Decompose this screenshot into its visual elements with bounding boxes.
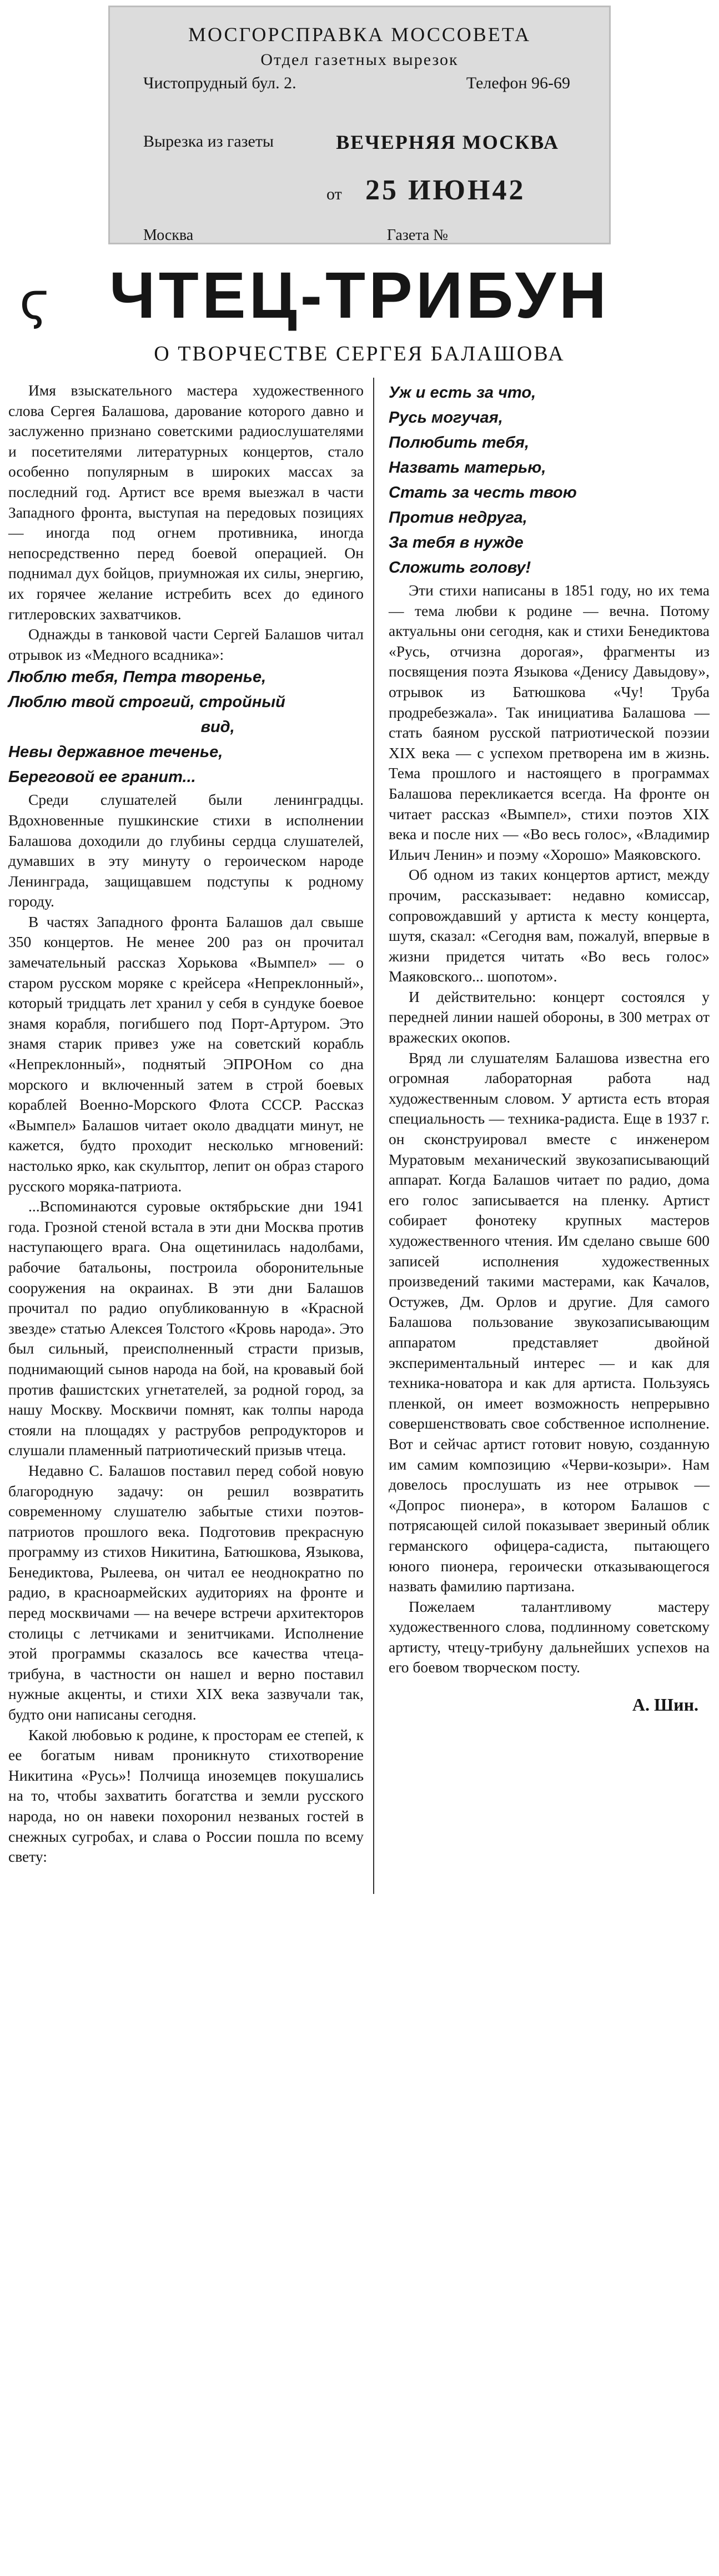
article-subheading: О ТВОРЧЕСТВЕ СЕРГЕЯ БАЛАШОВА [154,342,565,365]
issue-number-label: Газета № [386,227,448,244]
agency-address: Чистопрудный бул. 2. [143,74,296,92]
paragraph: ...Вспоминаются суровые октябрьские дни 1941 года. Грозной стеной встала в эти дни Москва против наступающего врага. Она ощетинилась надолбами, рабочие батальоны, построила оборонительные сооружения на окраинах. В эти дни Балашов прочитал по радио опубликованную в «Красной звезде» статью Алексея Толстого «Кровь народа». Это был сильный, преисполненный страсти призыв, поднимающий сынов народа на бой, на кровавый бой против фашистских угнетателей, за родной город, за нашу Москву. Москвичи помнят, как толпы народа стояли на площадях у раструбов репродукторов и слушали пламенный патриотический призыв чтеца. [8,1197,364,1459]
clipping-service-label [108,6,611,244]
author-signature: А. Шин. [632,1695,698,1715]
paragraph: Какой любовью к родине, к просторам ее степей, к ее богатым нивам проникнуто стихотворение Никитина «Русь»! Полчища иноземцев покушались на то, чтобы захватить богатства и земли русского народа, но он навеки похоронил незваных гостей в снежных сугробах, и слава о России пошла по всему свету: [8,1726,364,1866]
date-prefix: от [326,185,342,203]
paragraph: Эти стихи написаны в 1851 году, но их тема — тема любви к родине — вечна. Потому актуальны они сегодня, как и стихи Бенедиктова «Русь, отчизна дорогая», фрагменты из посвящения поэта Языкова «Денису Давыдову», отрывок из Батюшкова «Чу! Труба продребезжала». Так инициатива Балашова — стать баяном русской патриотической поэзии XIX века — с успехом претворена им в жизнь. Тема прошлого и настоящего в программах Балашова перекликается всегда. На фронте он читает рассказ «Вымпел», стихи поэтов XIX века и после них — «Во весь голос», «Владимир Ильич Ленин» и поэму «Хорошо» Маяковского. [389,582,710,863]
newspaper-name: ВЕЧЕРНЯЯ МОСКВА [336,131,559,153]
poem-excerpt: Уж и есть за что, Русь могучая, Полюбить тебя, Назвать матерью, Стать за честь твою Против недруга, За тебя в нужде Сложить голову! [389,384,577,577]
paragraph: Однажды в танковой части Сергей Балашов читал отрывок из «Медного всадника»: [8,625,364,663]
column-divider [373,378,374,1894]
left-column [8,380,364,1867]
article-headline: ЧТЕЦ-ТРИБУН [109,259,610,332]
poem-excerpt: Люблю тебя, Петра творенье, Люблю твой строгий, стройный вид, Невы державное теченье, Береговой ее гранит... [8,668,285,786]
paragraph: В частях Западного фронта Балашов дал свыше 350 концертов. Не менее 200 раз он прочитал замечательный рассказ Хорькова «Вымпел» — о старом русском моряке с крейсера «Непреклонный», который тридцать лет хранил у себя в сундуке боевое знамя корабля, погибшего под Порт-Артуром. Это знамя старик привез уже на советский корабль «Непреклонный», поднятый ЭПРОНом со дна морского и включенный затем в строй боевых кораблей Военно-Морского Флота СССР. Рассказ «Вымпел» Балашов читает около двадцати минут, не кажется, будто проходит несколько мгновений: настолько ярко, как скульптор, лепит он образ старого русского моряка-патриота. [8,913,364,1195]
paragraph: Среди слушателей были ленинградцы. Вдохновенные пушкинские стихи в исполнении Балашова доходили до глубины сердца слушателей, думавших в эту минуту о героическом народе Ленинграда, защищавшем подступы к родному городу. [8,791,364,910]
paragraph: Недавно С. Балашов поставил перед собой новую благородную задачу: он решил возвратить современному слушателю забытые стихи поэтов-патриотов прошлого века. Подготовив прекрасную программу из стихов Никитина, Батюшкова, Языкова, Бенедиктова, Рылеева, он читал ее неоднократно по радио, в красноармейских аудиториях на фронте и перед москвичами — на вечере встречи архитекторов столицы с летчиками и зенитчиками. Исполнение этой программы сказалось все качества чтеца-трибуна, в частности он нашел и верно поставил нужные акценты, и стихи XIX века зазвучали так, будто они написаны сегодня. [8,1461,364,1723]
paragraph: Об одном из таких концертов артист, между прочим, рассказывает: недавно комиссар, сопровождавший у артиста к месту концерта, шутя, сказал: «Сегодня вам, пожалуй, впервые в жизни придется читать «Во весь голос» Маяковского... шопотом». [389,866,710,985]
pencil-mark-icon: ϛ [19,272,49,330]
city-label: Москва [143,227,194,244]
right-column [389,380,710,1715]
department-name: Отдел газетных вырезок [260,51,459,69]
paragraph: Имя взыскательного мастера художественного слова Сергея Балашова, дарование которого давно и заслуженно признано советскими радиослушателями и посетителями литературных концертов, стало особенно популярным в широких массах за последний год. Артист все время выезжал в части Западного фронта, выступая на передовых позициях — иногда под огнем противника, иногда непосредственно перед боевой операцией. Он поднимал дух бойцов, приумножая их силы, энергию, их горячее желание истребить всех до единого гитлеровских захватчиков. [8,382,364,623]
clipping-from-label: Вырезка из газеты [143,132,274,151]
agency-phone: Телефон 96-69 [466,74,570,92]
paragraph: Пожелаем талантливому мастеру художественного слова, подлинному советскому артисту, чтецу-трибуну дальнейших успехов на его боевом творческом посту. [389,1597,710,1676]
agency-name: МОСГОРСПРАВКА МОССОВЕТА [188,23,531,46]
paragraph: И действительно: концерт состоялся у передней линии нашей обороны, в 300 метрах от вражеских окопов. [389,988,710,1046]
paragraph: Вряд ли слушателям Балашова известна его огромная лабораторная работа над художественным словом. У артиста есть вторая специальность — техника-радиста. Еще в 1937 г. он сконструировал вместе с инженером Муратовым механический звукозаписывающий аппарат. Когда Балашов читает по радио, дома его голос записывается на пленку. Артист собирает фонотеку крупных мастеров художественного чтения. Им сделано свыше 600 записей исполнения художественных произведений такими мастерами, как Качалов, Остужев, Дм. Орлов и другие. Для самого Балашова пользование звукозаписывающим аппаратом представляет двойной экспериментальный интерес — и как для техника-новатора и как для артиста. Пользуясь пленкой, он имеет возможность непрерывно совершенствовать свое собственное исполнение. Вот и сейчас артист готовит новую, созданную им самим композицию «Черви-козыри». Нам довелось прослушать из нее отрывок — «Допрос пионера», в котором Балашов с потрясающей силой показывает звериный облик германского офицера-садиста, пытающего юного пионера, героически отказывающегося назвать фамилию партизана. [389,1049,710,1595]
date-stamp: 25 ИЮН42 [365,174,526,206]
